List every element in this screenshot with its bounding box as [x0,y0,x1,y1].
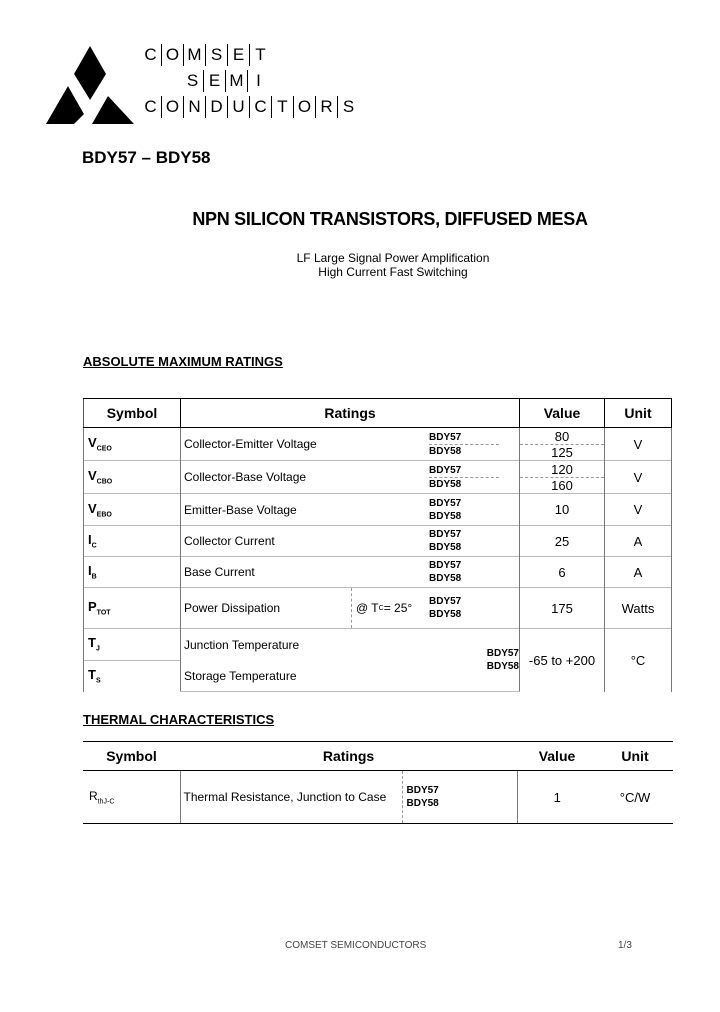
logo-row [140,94,359,120]
logo-letter: C [144,45,157,64]
document-title: NPN SILICON TRANSISTORS, DIFFUSED MESA [192,209,588,229]
table-row [84,557,672,588]
symbol-letter: V [88,435,97,451]
device-label: BDY58 [429,609,462,620]
subtitle-line: High Current Fast Switching [318,265,468,279]
section-heading-abs-max: ABSOLUTE MAXIMUM RATINGS [83,354,283,369]
logo-letter: M [183,44,205,66]
symbol-cell [84,494,181,526]
device-list [429,464,519,491]
unit-cell: °C/W [597,771,673,824]
device-list [429,431,519,458]
device-label: BDY57 [429,596,462,607]
value-text: 160 [520,477,604,493]
symbol-letter: I [88,563,92,579]
rating-label: Collector-Base Voltage [184,470,307,484]
col-header-ratings: Ratings [180,742,517,771]
condition-subscript: C [378,604,384,612]
rating-cell [181,494,520,526]
value-text: 120 [551,461,573,477]
logo-letter: O [161,44,183,66]
rating-label: Collector Current [184,534,275,548]
logo-letter: E [227,44,249,66]
unit-cell: V [605,494,672,526]
logo-letter: O [161,96,183,118]
rating-cell [180,771,517,824]
condition-text: = 25° [383,601,413,615]
unit-cell: °C [605,629,672,692]
logo-letter: I [247,70,269,92]
rating-cell [181,526,520,557]
table-row [84,494,672,526]
rating-label: Storage Temperature [184,668,297,683]
device-list [429,497,519,523]
symbol-letter: T [88,667,96,683]
device-label: BDY58 [429,510,462,522]
symbol-subscript: CBO [96,478,113,486]
symbol-subscript: CEO [96,445,112,453]
symbol-cell [84,629,181,661]
rating-cell [181,588,520,629]
table-row [84,526,672,557]
table-header-row [83,742,673,771]
value-text: 175 [551,600,573,616]
symbol-cell [83,771,180,824]
unit-cell: A [605,526,672,557]
symbol-cell [84,588,181,629]
symbol-subscript: S [95,677,101,685]
value-text: 6 [558,564,566,580]
unit-cell: Watts [605,588,672,629]
rating-label: Base Current [184,565,255,579]
device-label: BDY57 [406,785,439,796]
logo-letter: S [205,44,227,66]
symbol-subscript: EBO [96,511,112,519]
logo-letter: T [271,96,293,118]
table-row [84,461,672,494]
abs-max-table [83,398,672,692]
device-label: BDY58 [429,445,462,457]
device-label: BDY57 [429,560,462,571]
device-label: BDY57 [486,648,519,659]
logo-letter: E [203,70,225,92]
logo-row [140,68,359,94]
rating-cell [181,428,520,461]
logo-letter: S [337,96,359,118]
company-logo-icon [44,44,136,126]
rating-cell [181,461,520,494]
value-text: 10 [554,502,570,517]
value-cell [520,461,605,494]
rating-label: Junction Temperature [184,637,300,652]
condition-text: @ T [356,601,379,615]
value-cell [520,494,605,526]
device-list [429,595,519,621]
device-label: BDY58 [429,573,462,584]
rating-label: Emitter-Base Voltage [184,502,297,517]
unit-cell: V [605,461,672,494]
subtitle [0,251,720,279]
value-text: 25 [554,533,570,549]
device-label: BDY57 [429,464,462,476]
symbol-cell [84,461,181,494]
col-header-unit: Unit [597,742,673,771]
device-label: BDY57 [429,497,462,509]
value-cell [520,428,605,461]
col-header-symbol: Symbol [84,399,181,428]
value-cell [520,526,605,557]
symbol-letter: I [88,532,92,548]
table-row [84,588,672,629]
device-label: BDY58 [429,542,462,553]
symbol-cell [84,526,181,557]
table-row [84,629,672,661]
logo-letter: M [225,70,247,92]
rating-cell [181,557,520,588]
col-header-ratings: Ratings [181,399,520,428]
footer-company: COMSET SEMICONDUCTORS [285,940,427,951]
logo-letter: C [144,97,157,116]
condition [351,588,429,628]
device-label: BDY58 [486,661,519,672]
symbol-letter: V [88,468,97,484]
symbol-cell [84,428,181,461]
unit-cell: V [605,428,672,461]
device-list [487,629,519,691]
section-heading-thermal: THERMAL CHARACTERISTICS [83,712,275,727]
logo-letter: O [293,96,315,118]
subtitle-line: LF Large Signal Power Amplification [296,251,490,265]
company-logo-text [140,42,359,120]
rating-label: Power Dissipation [184,601,281,615]
device-label: BDY58 [429,478,462,490]
rating-label: Collector-Emitter Voltage [184,437,317,451]
value-cell [520,557,605,588]
logo-row [140,42,359,68]
value-text: 125 [520,444,604,460]
symbol-subscript: C [91,542,97,550]
symbol-subscript: TOT [96,609,111,617]
symbol-letter: T [88,635,96,651]
symbol-cell [84,557,181,588]
logo-letter: U [227,96,249,118]
thermal-table [83,741,673,824]
logo-letter [161,70,182,92]
rating-cell [181,629,520,692]
value-cell: -65 to +200 [520,629,605,692]
footer-page-number: 1/3 [618,940,632,951]
symbol-letter: P [88,599,97,615]
symbol-letter: R [89,788,98,803]
logo-letter: N [183,96,205,118]
part-title: BDY57 – BDY58 [82,148,211,167]
col-header-value: Value [517,742,597,771]
device-label: BDY58 [406,798,439,809]
table-row [84,428,672,461]
logo-letter: C [249,96,271,118]
logo-letter [140,70,161,92]
device-list [402,771,517,823]
value-text: 80 [554,428,570,444]
symbol-letter: V [88,500,97,516]
value-cell: 1 [517,771,597,824]
col-header-unit: Unit [605,399,672,428]
col-header-symbol: Symbol [83,742,180,771]
table-header-row [84,399,672,428]
device-label: BDY57 [429,529,462,540]
device-list [429,528,519,554]
logo-letter: D [205,96,227,118]
logo-letter: S [186,71,199,90]
rating-label: Thermal Resistance, Junction to Case [183,790,387,804]
symbol-subscript: thJ-C [97,798,115,806]
device-label: BDY57 [429,431,462,443]
logo-letter: T [249,44,271,66]
value-cell [520,588,605,629]
table-row [83,771,673,824]
unit-cell: A [605,557,672,588]
symbol-subscript: J [95,646,100,654]
logo-letter: R [315,96,337,118]
device-list [429,559,519,585]
symbol-subscript: B [91,573,97,581]
col-header-value: Value [520,399,605,428]
symbol-cell [84,660,181,692]
